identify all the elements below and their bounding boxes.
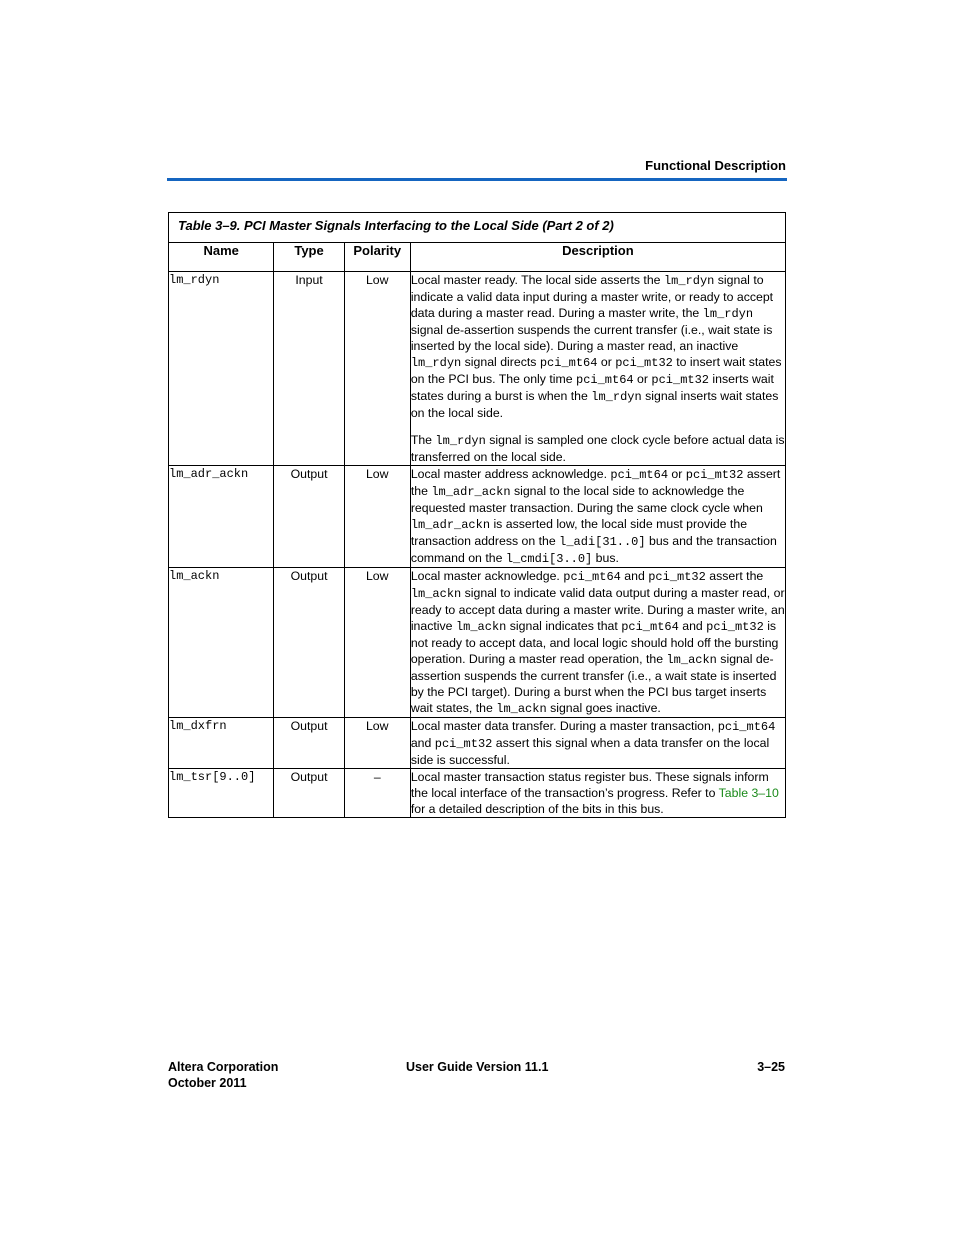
description-text: signal to indicate valid data output during a master read, or ready to accept data during a master write. During a master write, an inactive xyxy=(410,586,785,633)
description-text: and xyxy=(410,736,435,750)
signal-reference: pci_mt64 xyxy=(563,570,621,584)
description-text: Local master acknowledge. xyxy=(410,569,564,583)
description-text: signal inserts wait states on the local side. xyxy=(410,389,779,420)
signal-reference: pci_mt32 xyxy=(434,737,493,751)
signal-reference: lm_ackn xyxy=(410,587,462,601)
description-paragraph xyxy=(411,432,785,465)
signal-polarity-cell: Low xyxy=(344,568,410,718)
description-text: bus. xyxy=(592,551,619,565)
table-row xyxy=(169,568,786,718)
signal-description-cell xyxy=(410,769,785,818)
description-text: or xyxy=(668,467,686,481)
description-text: signal indicates that xyxy=(506,619,622,633)
description-text: signal to the local side to acknowledge the requested master transaction. During the same clock cycle when xyxy=(410,484,763,515)
signal-reference: lm_rdyn xyxy=(591,390,642,404)
description-text: is not ready to accept data, and local logic should hold off the bursting operation. During a master read operation, the xyxy=(410,619,779,666)
description-text: signal de-assertion suspends the current transfer (i.e., wait state is inserted by the local side). During a master read, an inactive xyxy=(410,323,773,353)
signal-reference: lm_ackn xyxy=(455,620,507,634)
footer-guide-version: User Guide Version 11.1 xyxy=(406,1060,549,1074)
signal-type-cell: Output xyxy=(274,769,344,818)
signal-reference: lm_ackn xyxy=(496,702,547,716)
signal-reference: pci_mt32 xyxy=(685,468,744,482)
description-text: signal de-assertion suspends the current transfer (i.e., a wait state is inserted by the PCI target). During a burst when the PCI bus target inserts wait states, the xyxy=(410,652,777,715)
signal-reference: lm_rdyn xyxy=(663,274,715,288)
description-text: to insert wait states on the PCI bus. The only time xyxy=(410,355,782,386)
signal-reference: pci_mt32 xyxy=(648,570,706,584)
column-header-description: Description xyxy=(410,243,785,272)
description-text: or xyxy=(597,355,616,369)
description-text: Local master data transfer. During a master transaction, xyxy=(410,719,718,733)
description-paragraph xyxy=(411,568,785,717)
footer-company: Altera Corporation xyxy=(168,1060,279,1074)
table-caption: Table 3–9. PCI Master Signals Interfacing to the Local Side (Part 2 of 2) xyxy=(169,213,786,243)
signal-type-cell: Output xyxy=(274,568,344,718)
signal-reference: pci_mt64 xyxy=(576,373,634,387)
signal-polarity-cell: – xyxy=(344,769,410,818)
signal-reference: lm_rdyn xyxy=(435,434,486,448)
signal-type-cell: Output xyxy=(274,718,344,769)
signal-description-cell xyxy=(410,718,785,769)
signal-reference: lm_rdyn xyxy=(410,356,462,370)
signal-description-cell xyxy=(410,568,785,718)
signal-type-cell: Output xyxy=(274,466,344,568)
description-text: is asserted low, the local side must provide the transaction address on the xyxy=(410,517,748,548)
description-text: signal goes inactive. xyxy=(546,701,661,715)
header-rule xyxy=(167,178,787,181)
signal-polarity-cell: Low xyxy=(344,466,410,568)
signal-polarity-cell: Low xyxy=(344,272,410,466)
description-text: Local master transaction status register bus. These signals inform the local interface of the transaction’s progress. Refer to xyxy=(410,770,769,800)
footer-date: October 2011 xyxy=(168,1076,247,1090)
signal-reference: lm_adr_ackn xyxy=(431,485,511,499)
signal-reference: pci_mt64 xyxy=(621,620,679,634)
column-header-type: Type xyxy=(274,243,344,272)
table-row xyxy=(169,466,786,568)
description-text: and xyxy=(620,569,649,583)
signal-reference: lm_rdyn xyxy=(702,307,754,321)
signal-name-cell: lm_adr_ackn xyxy=(169,466,274,568)
table-row xyxy=(169,769,786,818)
signal-reference: pci_mt32 xyxy=(651,373,709,387)
signal-reference: l_adi[31..0] xyxy=(559,535,646,549)
column-header-name: Name xyxy=(169,243,274,272)
signal-name-cell: lm_tsr[9..0] xyxy=(169,769,274,818)
signal-reference: lm_ackn xyxy=(666,653,717,667)
signal-reference: pci_mt64 xyxy=(717,720,776,734)
table-row xyxy=(169,718,786,769)
signal-reference: pci_mt32 xyxy=(615,356,673,370)
signal-type-cell: Input xyxy=(274,272,344,466)
description-text: Local master ready. The local side asserts the xyxy=(410,273,664,287)
description-text: signal is sampled one clock cycle before actual data is transferred on the local side. xyxy=(410,433,785,464)
description-text: Local master address acknowledge. xyxy=(410,467,611,481)
signal-reference: l_cmdi[3..0] xyxy=(505,552,593,566)
signal-polarity-cell: Low xyxy=(344,718,410,769)
signal-name-cell: lm_dxfrn xyxy=(169,718,274,769)
signal-name-cell: lm_ackn xyxy=(169,568,274,718)
footer-left xyxy=(168,1059,278,1091)
signal-reference: lm_adr_ackn xyxy=(410,518,491,532)
description-text: inserts wait states during a burst is when the xyxy=(410,372,774,403)
signal-description-cell xyxy=(410,272,785,466)
signal-name-cell: lm_rdyn xyxy=(169,272,274,466)
table-row xyxy=(169,272,786,466)
description-text: and xyxy=(678,619,707,633)
signal-reference: pci_mt64 xyxy=(610,468,669,482)
signal-reference: pci_mt32 xyxy=(706,620,764,634)
signal-reference: pci_mt64 xyxy=(539,356,598,370)
description-text: for a detailed description of the bits in this bus. xyxy=(410,802,664,816)
description-paragraph xyxy=(411,769,785,817)
description-text: assert the xyxy=(705,569,764,583)
description-paragraph xyxy=(411,718,785,768)
description-text: The xyxy=(410,433,436,447)
running-header: Functional Description xyxy=(645,158,786,173)
column-header-polarity: Polarity xyxy=(344,243,410,272)
description-text: signal to indicate a valid data input during a master write, or ready to accept data during a master read. During a master write, the xyxy=(410,273,774,320)
description-paragraph xyxy=(411,272,785,421)
signals-table xyxy=(168,212,786,818)
description-text: or xyxy=(633,372,652,386)
signal-description-cell xyxy=(410,466,785,568)
table-cross-reference-link[interactable]: Table 3–10 xyxy=(718,786,779,800)
description-paragraph xyxy=(411,466,785,567)
description-text: assert the xyxy=(410,467,781,498)
description-text: assert this signal when a data transfer on the local side is successful. xyxy=(410,736,770,767)
description-text: signal directs xyxy=(461,355,540,369)
footer-page-number: 3–25 xyxy=(757,1060,785,1074)
description-text: bus and the transaction command on the xyxy=(410,534,777,565)
